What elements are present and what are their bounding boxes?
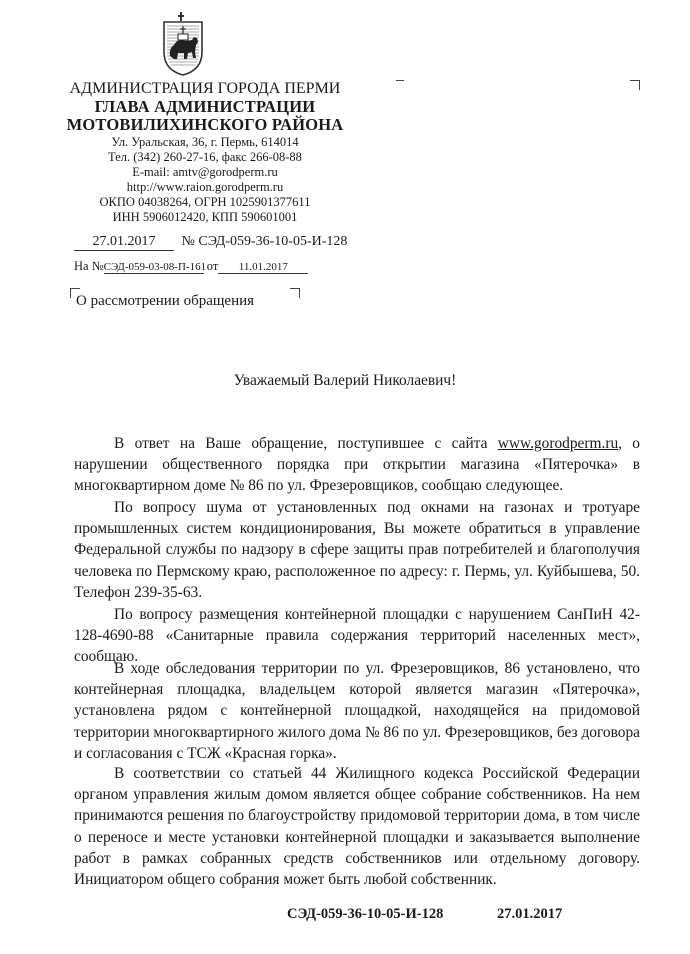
org-head-title: ГЛАВА АДМИНИСТРАЦИИ bbox=[94, 97, 316, 116]
org-address: Ул. Уральская, 36, г. Пермь, 614014 bbox=[111, 135, 299, 149]
paragraph-5-text: В соответствии со статьей 44 Жилищного кодекса Российской Федерации органом управления жилым домом является общее собрание собственников. На нем принимаются решения по благоустройству придомовой территории дома, в том числе о переносе и месте установки контейнерной площадки и заказывается выполнение работ в рамках собранных средств собственников или отдельному договору. Инициатором общего собрания может быть любой собственник. bbox=[74, 765, 640, 889]
footer-date: 27.01.2017 bbox=[497, 906, 563, 922]
registration-date: 27.01.2017 bbox=[74, 234, 174, 251]
ref-from-label: от bbox=[206, 259, 219, 273]
ref-date: 11.01.2017 bbox=[218, 261, 308, 274]
subject-corner-right bbox=[290, 288, 300, 298]
paragraph-1-text: В ответ на Ваше обращение, поступившее с сайта bbox=[114, 435, 498, 452]
org-district: МОТОВИЛИХИНСКОГО РАЙОНА bbox=[66, 115, 344, 134]
org-website: http://www.raion.gorodperm.ru bbox=[126, 180, 284, 194]
footer-number: СЭД-059-36-10-05-И-128 bbox=[287, 906, 444, 922]
org-email: E-mail: amtv@gorodperm.ru bbox=[132, 165, 278, 179]
paragraph-5 bbox=[74, 763, 640, 890]
address-corner-left bbox=[396, 80, 404, 90]
paragraph-4 bbox=[74, 658, 640, 764]
org-inn: ИНН 5906012420, КПП 590601001 bbox=[112, 210, 298, 224]
org-name: АДМИНИСТРАЦИЯ ГОРОДА ПЕРМИ bbox=[69, 80, 341, 97]
paragraph-2 bbox=[74, 497, 640, 603]
address-corner-right bbox=[630, 80, 640, 90]
ref-label: На № bbox=[74, 259, 104, 273]
ref-number: СЭД-059-03-08-П-161 bbox=[103, 261, 207, 273]
paragraph-1 bbox=[74, 433, 640, 497]
number-label: № bbox=[181, 234, 195, 249]
reference-line bbox=[74, 259, 308, 274]
registration-line bbox=[74, 234, 347, 251]
paragraph-3-text: По вопросу размещения контейнерной площадки с нарушением СанПиН 42-128-4690-88 «Санитарные правила содержания территорий населенных мест», сообщаю. bbox=[74, 606, 640, 666]
site-link[interactable]: www.gorodperm.ru bbox=[497, 435, 619, 452]
org-okpo: ОКПО 04038264, ОГРН 1025901377611 bbox=[99, 195, 311, 209]
subject: О рассмотрении обращения bbox=[76, 293, 255, 309]
perm-coat-of-arms-icon bbox=[158, 12, 208, 76]
paragraph-2-text: По вопросу шума от установленных под окнами на газонах и тротуаре промышленных систем кондиционирования, Вы можете обратиться в управление Федеральной службы по надзору в сфере защиты прав потребителей и благополучия человека по Пермскому краю, расположенное по адресу: г. Пермь, ул. Куйбышева, 50. Телефон 239-35-63. bbox=[74, 499, 640, 601]
paragraph-1-text-end: , о нарушении общественного порядка при открытии магазина «Пятерочка» в многоквартирном доме № 86 по ул. Фрезеровщиков, сообщаю следующее. bbox=[74, 435, 640, 495]
org-phone: Тел. (342) 260-27-16, факс 266-08-88 bbox=[108, 150, 302, 164]
registration-number: СЭД-059-36-10-05-И-128 bbox=[198, 234, 348, 249]
paragraph-4-text: В ходе обследования территории по ул. Фрезеровщиков, 86 установлено, что контейнерная площадка, владельцем которой является магазин «Пятерочка», установлена рядом с контейнерной площадкой, находящейся на придомовой территории многоквартирного жилого дома № 86 по ул. Фрезеровщиков, без договора и согласования с ТСЖ «Красная горка». bbox=[74, 660, 640, 762]
greeting: Уважаемый Валерий Николаевич! bbox=[233, 372, 457, 389]
